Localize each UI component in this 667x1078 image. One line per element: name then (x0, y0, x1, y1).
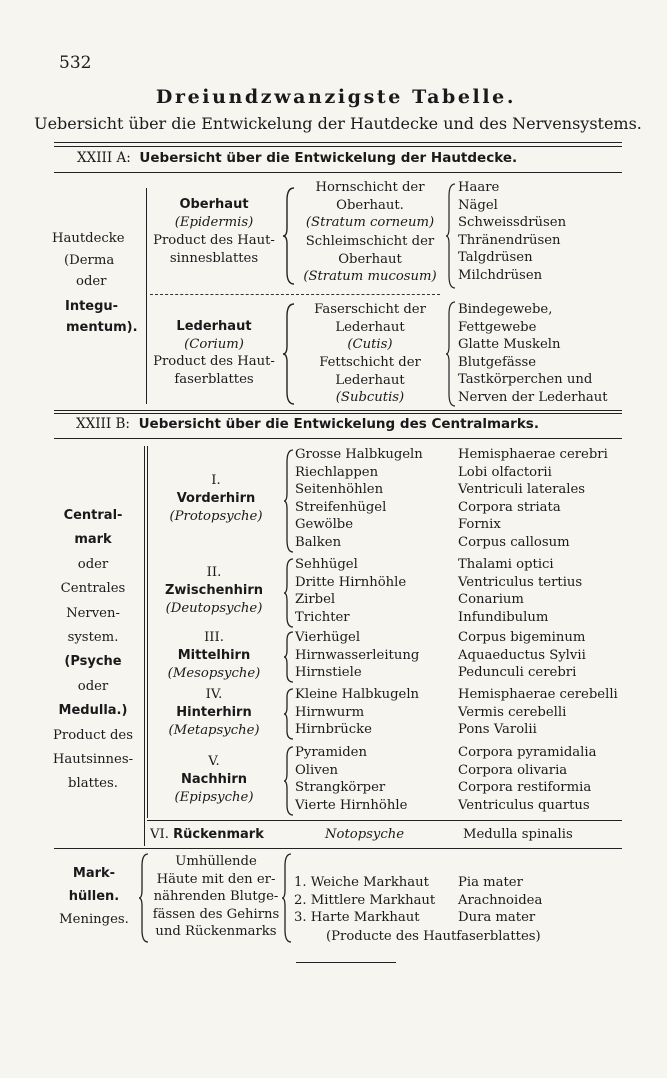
faserschicht-block (314, 301, 426, 354)
latin-hemisphaerae-cerebri: Hemisphaerae cerebri (458, 447, 608, 462)
centrales-label: Centrales (60, 581, 126, 597)
section-c-rule (54, 848, 622, 849)
item-mittlere-markhaut: 2. Mittlere Markhaut (294, 892, 436, 908)
part-hirnwurm: Hirnwurm (295, 704, 365, 720)
section-a-title: Uebersicht über die Entwickelung der Hautdecke. (139, 150, 518, 166)
products-lower-brace (445, 300, 457, 408)
item-weiche-markhaut: 1. Weiche Markhaut (294, 875, 429, 890)
part-hirnbruecke: Hirnbrücke (295, 722, 372, 738)
part-streifenhuegel: Streifenhügel (295, 499, 387, 515)
products-upper (458, 179, 566, 285)
top-rule-1 (54, 142, 622, 143)
markhuellen-desc (153, 853, 280, 941)
lederhaut-latin: (Corium) (184, 336, 244, 352)
latin-corpora-restiformia: Corpora restiformia (458, 780, 592, 796)
producte-note: (Producte des Hautfaserblattes) (326, 929, 541, 944)
oberhaut-origin-1: Product des Haut- (153, 233, 275, 248)
blattes-label: blattes. (68, 776, 118, 792)
schleimschicht-block (303, 233, 436, 286)
hautdecke-label (52, 228, 138, 339)
product-naegel: Nägel (458, 197, 498, 213)
part-kleine-halbkugeln: Kleine Halbkugeln (295, 687, 420, 702)
lederhaut-brace (282, 302, 296, 406)
latin-conarium: Conarium (458, 592, 524, 608)
rueckenmark-rule (147, 820, 622, 821)
part-gewoelbe: Gewölbe (295, 517, 354, 533)
product-tastkoerperchen: Tastkörperchen und (458, 372, 593, 388)
part-trichter: Trichter (295, 609, 350, 625)
lederhaut-name: Lederhaut (176, 319, 252, 334)
vorderhirn-latin-parts (458, 446, 608, 552)
product-glatte-muskeln: Glatte Muskeln (458, 337, 561, 353)
mid-rule-2 (54, 413, 622, 414)
latin-pons-varolii: Pons Varolii (458, 722, 537, 738)
hornschicht-3: (Stratum corneum) (305, 215, 435, 230)
mittelhirn-parts (295, 629, 419, 682)
section-b-label: XXIII B: (76, 416, 130, 432)
rueckenmark-num: VI. (150, 827, 169, 842)
latin-corpus-bigeminum: Corpus bigeminum (458, 630, 586, 645)
latin-pedunculi-cerebri: Pedunculi cerebri (458, 665, 577, 681)
nachhirn-num: V. (208, 754, 220, 769)
vorderhirn-num: I. (211, 473, 221, 488)
part-oliven: Oliven (295, 762, 338, 778)
markhuellen-2: hüllen. (68, 889, 120, 904)
zwischenhirn-latin-parts (458, 556, 582, 626)
product-haare: Haare (458, 180, 500, 195)
latin-fornix: Fornix (458, 517, 501, 533)
latin-arachnoidea: Arachnoidea (458, 892, 543, 908)
fettschicht-3: (Subcutis) (335, 390, 405, 405)
hinterhirn-parts (295, 686, 419, 739)
section-b-outer-bracket (144, 446, 145, 846)
psyche-oder: oder (77, 678, 109, 694)
lederhaut-origin-1: Product des Haut- (153, 354, 275, 369)
faserschicht-1: Faserschicht der (314, 302, 426, 317)
mittelhirn-num: III. (204, 630, 224, 645)
nachhirn-latin: (Epipsyche) (174, 790, 254, 805)
nachhirn-parts (295, 744, 407, 814)
markhaut-latin (458, 874, 542, 927)
end-rule (296, 962, 396, 963)
latin-corpora-olivaria: Corpora olivaria (458, 762, 568, 778)
group-mittelhirn (168, 629, 261, 683)
group-nachhirn (175, 753, 254, 807)
hautsinnes-label: Hautsinnes- (52, 752, 134, 768)
product-schweissdruesen: Schweissdrüsen (458, 215, 567, 231)
zwischenhirn-brace (283, 557, 295, 629)
latin-infundibulum: Infundibulum (458, 609, 549, 625)
section-a-bracket (146, 188, 147, 404)
desc-2: Häute mit den er- (156, 871, 276, 887)
faserschicht-2: Lederhaut (335, 319, 405, 335)
fettschicht-1: Fettschicht der (319, 355, 421, 370)
hornschicht-block (306, 179, 434, 232)
markhuellen-label (59, 862, 129, 931)
products-lower (458, 301, 608, 407)
section-b-title: Uebersicht über die Entwickelung des Centralmarks. (138, 416, 539, 432)
oberhaut-brace (282, 186, 296, 286)
medulla-spinalis-label: Medulla spinalis (463, 827, 573, 842)
oder-label: oder (76, 274, 107, 289)
system-label: system. (67, 630, 119, 646)
centralmark-2: mark (74, 532, 112, 548)
integu-label: Integu- (65, 298, 119, 314)
faserschicht-3: (Cutis) (347, 337, 393, 352)
product-talgdruesen: Talgdrüsen (458, 250, 533, 266)
desc-5: und Rückenmarks (155, 924, 277, 940)
meninges-label: Meninges. (59, 912, 129, 927)
table-subtitle: Uebersicht über die Entwickelung der Hautdecke und des Nervensystems. (34, 114, 642, 133)
table-title: Dreiundzwanzigste Tabelle. (155, 86, 517, 108)
top-rule-2 (54, 146, 622, 147)
nachhirn-name: Nachhirn (180, 772, 247, 787)
section-a-rule (54, 172, 622, 173)
latin-ventriculus-quartus: Ventriculus quartus (458, 797, 590, 813)
zwischenhirn-num: II. (206, 565, 222, 580)
latin-corpora-pyramidalia: Corpora pyramidalia (458, 745, 597, 760)
desc-4: fässen des Gehirns (152, 906, 280, 922)
mentum-label: mentum). (66, 320, 138, 335)
group-vorderhirn (170, 472, 263, 526)
markhaut-brace (281, 852, 293, 944)
mid-rule-1 (54, 410, 622, 411)
hinterhirn-name: Hinterhirn (176, 705, 252, 720)
markhaut-items (294, 874, 435, 927)
latin-dura-mater: Dura mater (458, 910, 536, 926)
part-balken: Balken (295, 534, 342, 550)
part-zirbel: Zirbel (295, 592, 336, 608)
desc-1: Umhüllende (175, 854, 257, 869)
product-blutgefaesse: Blutgefässe (458, 354, 537, 370)
products-upper-brace (445, 182, 457, 290)
oberhaut-latin: (Epidermis) (174, 215, 254, 230)
section-b-heading (76, 416, 539, 432)
hornschicht-1: Hornschicht der (315, 180, 425, 195)
part-grosse-halbkugeln: Grosse Halbkugeln (295, 447, 423, 462)
hinterhirn-brace (283, 687, 295, 741)
schleimschicht-2: Oberhaut (338, 251, 402, 267)
nachhirn-brace (283, 745, 295, 817)
zwischenhirn-name: Zwischenhirn (164, 583, 264, 598)
derma-label: (Derma (64, 252, 115, 268)
latin-lobi-olfactorii: Lobi olfactorii (458, 464, 552, 480)
product-des-label: Product des (53, 727, 133, 743)
mittelhirn-latin: (Mesopsyche) (167, 666, 261, 681)
vorderhirn-brace (283, 448, 295, 554)
nerven-label: Nerven- (66, 605, 120, 621)
latin-vermis-cerebelli: Vermis cerebelli (458, 704, 567, 720)
product-fettgewebe: Fettgewebe (458, 319, 537, 335)
part-dritte-hirnhoehle: Dritte Hirnhöhle (295, 574, 407, 590)
zwischenhirn-latin: (Deutopsyche) (165, 601, 263, 616)
medulla-label: Medulla.) (58, 703, 128, 719)
oberhaut-name: Oberhaut (179, 197, 249, 212)
centralmark-1: Central- (63, 508, 123, 523)
product-bindegewebe: Bindegewebe, (458, 302, 553, 317)
latin-ventriculi-laterales: Ventriculi laterales (458, 482, 586, 498)
rueckenmark-name: Rückenmark (173, 827, 264, 842)
latin-thalami-optici: Thalami optici (458, 557, 554, 572)
lederhaut-block (153, 318, 275, 388)
section-b-inner-bracket (147, 446, 148, 818)
section-a-heading (77, 150, 517, 166)
part-riechlappen: Riechlappen (295, 464, 379, 480)
psyche-label: (Psyche (64, 654, 122, 670)
latin-pia-mater: Pia mater (458, 875, 523, 890)
section-a-label: XXIII A: (77, 150, 131, 166)
rueckenmark-row (150, 826, 264, 844)
product-milchdruesen: Milchdrüsen (458, 267, 543, 283)
notopsyche-label: Notopsyche (325, 827, 405, 842)
group-zwischenhirn (165, 564, 263, 618)
part-hirnstiele: Hirnstiele (295, 665, 362, 681)
centralmark-label (53, 504, 133, 797)
part-pyramiden: Pyramiden (295, 745, 367, 760)
part-vierhuegel: Vierhügel (295, 630, 361, 645)
group-hinterhirn (168, 686, 259, 740)
part-strangkoerper: Strangkörper (295, 780, 386, 796)
part-seitenhoehlen: Seitenhöhlen (295, 482, 384, 498)
oberhaut-block (153, 196, 275, 268)
mittelhirn-brace (283, 630, 295, 684)
zwischenhirn-parts (295, 556, 406, 626)
hinterhirn-num: IV. (205, 687, 223, 702)
hornschicht-2: Oberhaut. (336, 197, 404, 213)
mittelhirn-name: Mittelhirn (177, 648, 251, 663)
latin-corpus-callosum: Corpus callosum (458, 534, 570, 550)
desc-3: nährenden Blutge- (153, 889, 279, 905)
mittelhirn-latin-parts (458, 629, 586, 682)
latin-hemisphaerae-cerebelli: Hemisphaerae cerebelli (458, 687, 618, 702)
product-nerven: Nerven der Lederhaut (458, 389, 608, 405)
markhuellen-brace (138, 852, 150, 944)
vorderhirn-name: Vorderhirn (176, 491, 256, 506)
hinterhirn-latin: (Metapsyche) (168, 723, 260, 738)
vorderhirn-latin: (Protopsyche) (169, 509, 263, 524)
hinterhirn-latin-parts (458, 686, 618, 739)
item-harte-markhaut: 3. Harte Markhaut (294, 910, 420, 926)
fettschicht-block (319, 354, 421, 407)
latin-aquaeductus-sylvii: Aquaeductus Sylvii (458, 647, 586, 663)
hautdecke-title: Hautdecke (52, 231, 125, 246)
centralmark-oder: oder (77, 556, 109, 572)
vorderhirn-parts (295, 446, 423, 552)
part-vierte-hirnhoehle: Vierte Hirnhöhle (295, 797, 408, 813)
part-hirnwasserleitung: Hirnwasserleitung (295, 647, 420, 663)
nachhirn-latin-parts (458, 744, 596, 814)
oberhaut-origin-2: sinnesblattes (169, 251, 259, 266)
latin-corpora-striata: Corpora striata (458, 499, 561, 515)
schleimschicht-1: Schleimschicht der (305, 234, 435, 249)
schleimschicht-3: (Stratum mucosum) (303, 269, 437, 284)
section-b-rule (54, 438, 622, 439)
page-number: 532 (59, 53, 92, 73)
fettschicht-2: Lederhaut (335, 372, 405, 388)
latin-ventriculus-tertius: Ventriculus tertius (458, 574, 583, 590)
part-sehhuegel: Sehhügel (295, 557, 358, 572)
lederhaut-origin-2: faserblattes (174, 371, 254, 387)
product-thraenendruesen: Thränendrüsen (458, 232, 561, 248)
markhuellen-1: Mark- (72, 866, 116, 881)
section-a-divider (150, 294, 440, 295)
